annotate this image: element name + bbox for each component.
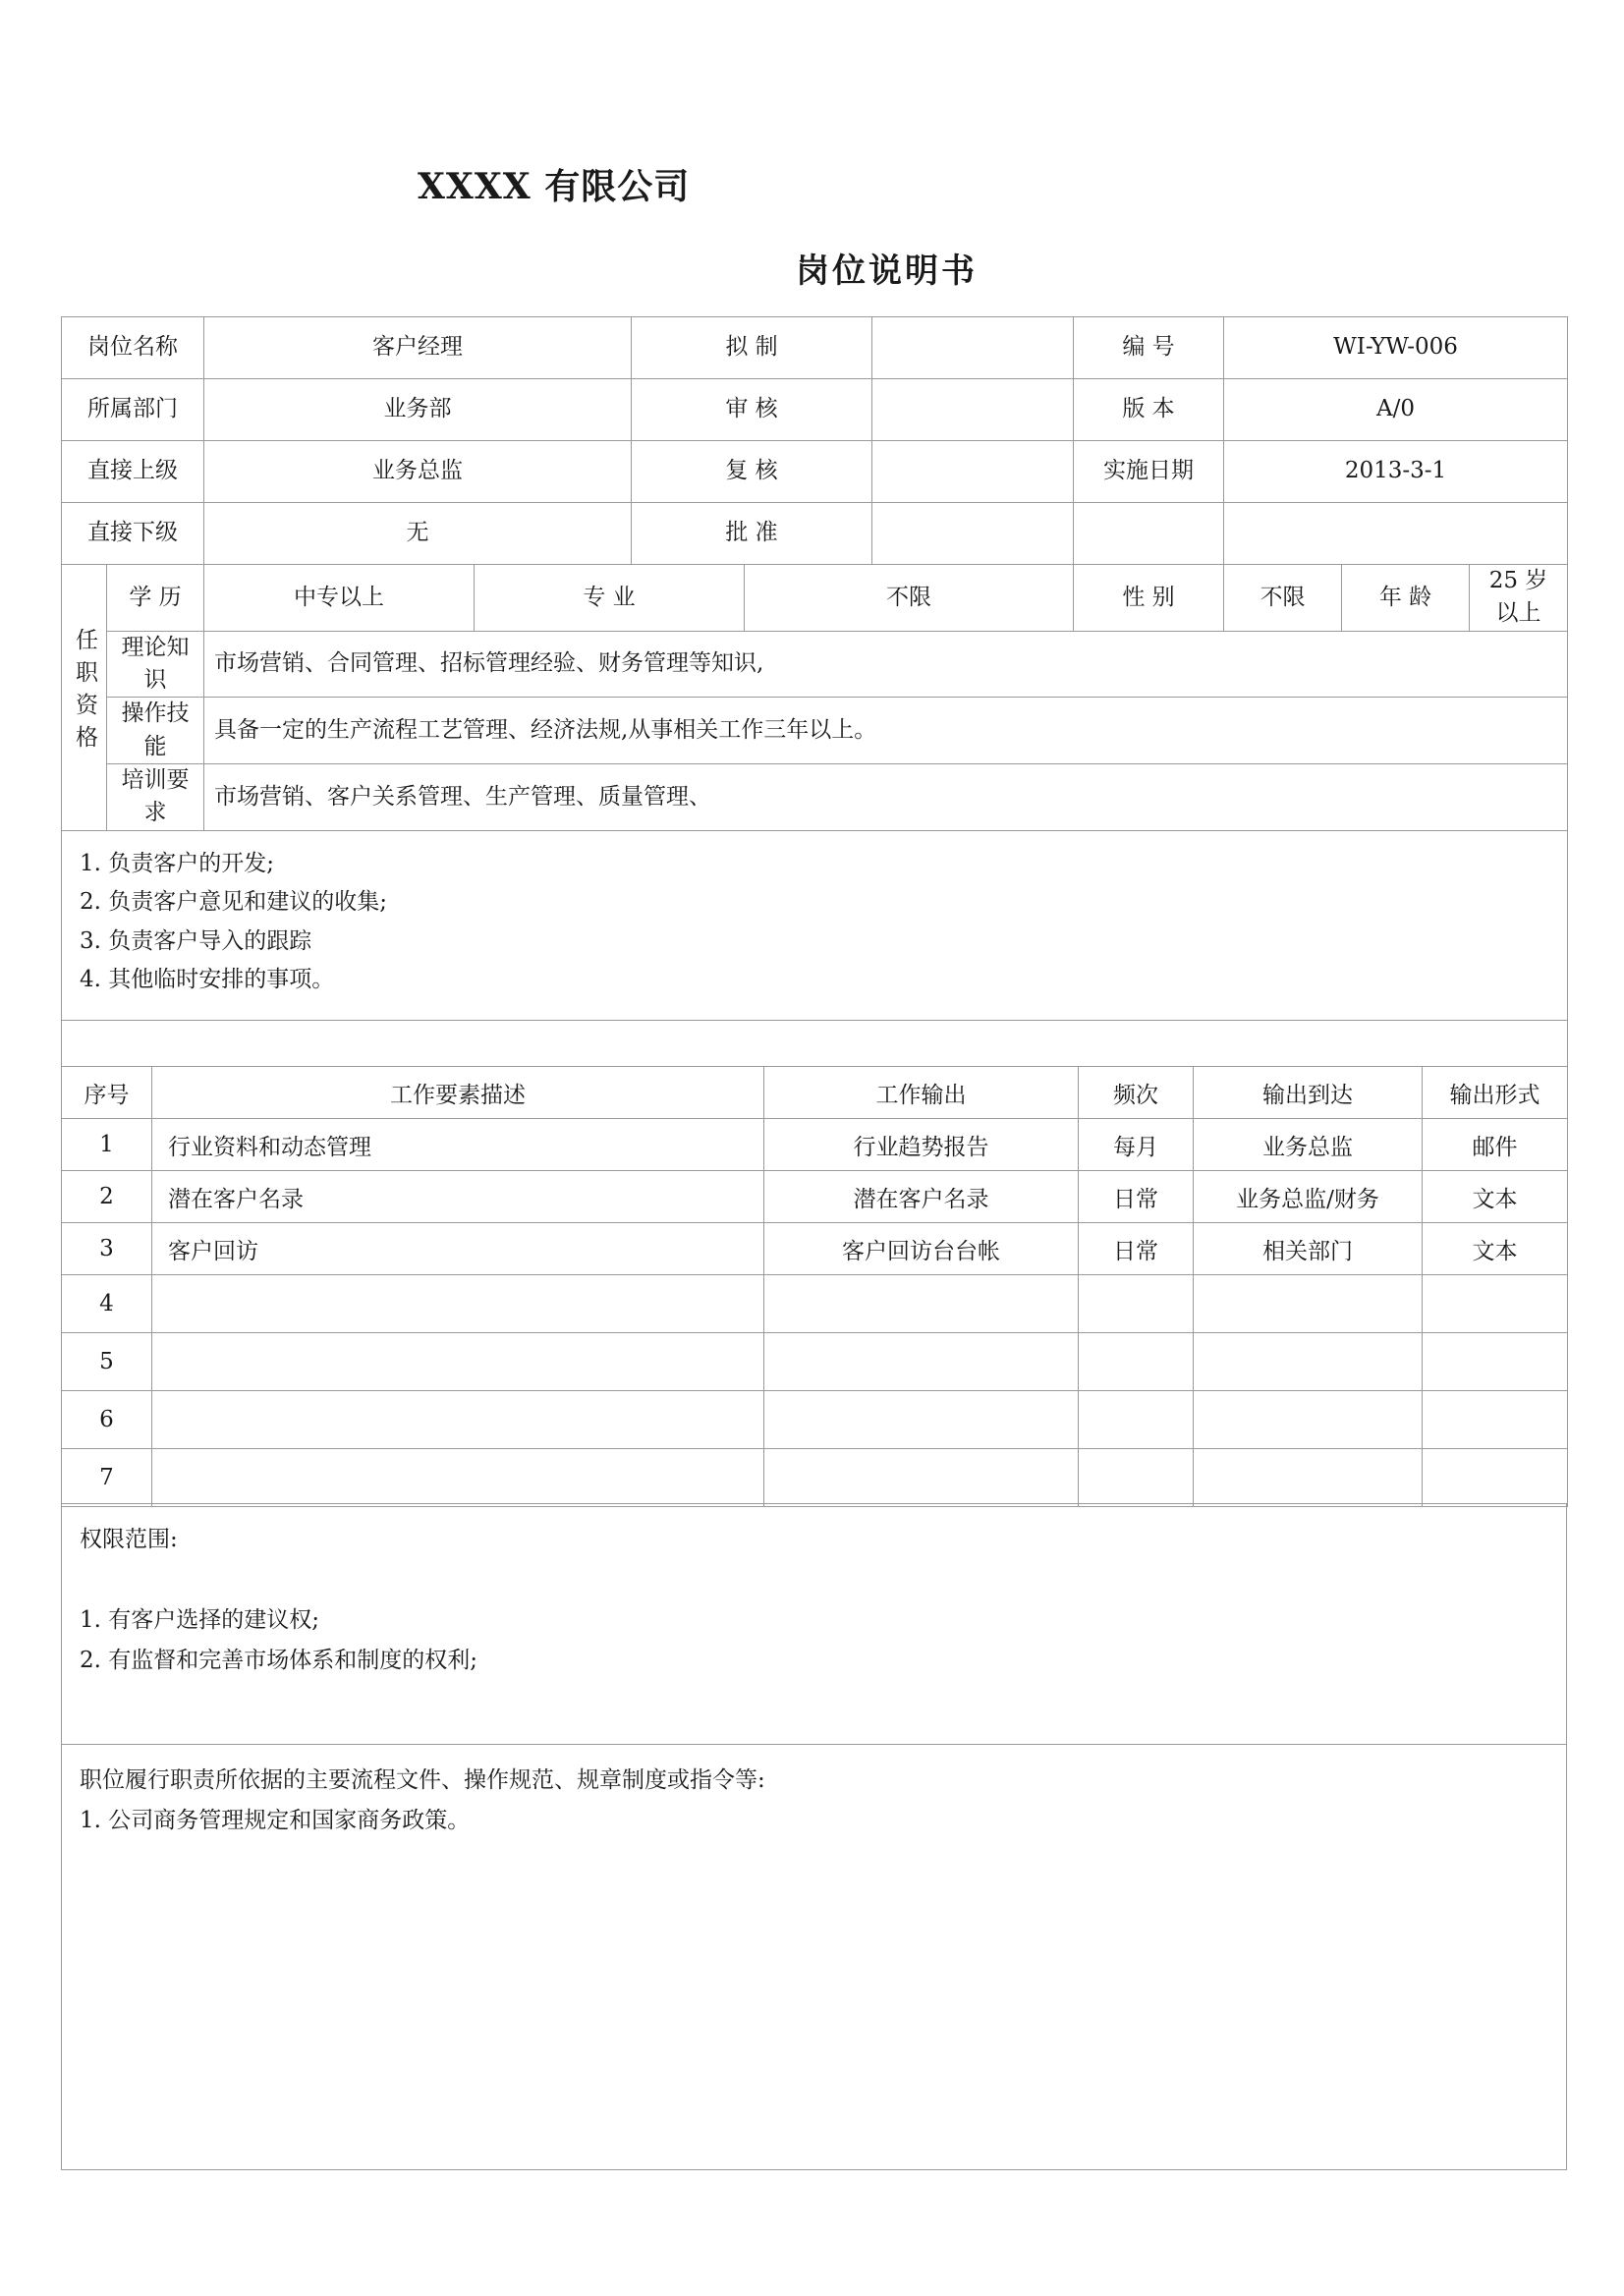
qualification-side-label-text: 任职资格 — [72, 627, 97, 757]
column-header-form: 输出形式 — [1423, 1067, 1568, 1119]
duty-item: 1. 负责客户的开发; — [80, 850, 275, 876]
authority-item: 1. 有客户选择的建议权; — [80, 1606, 320, 1633]
duty-item: 3. 负责客户导入的跟踪 — [80, 927, 312, 954]
cell-description — [152, 1449, 764, 1507]
field-label-doc-number: 编 号 — [1074, 317, 1224, 379]
field-label-major: 专 业 — [475, 565, 745, 632]
procedures-cell — [62, 1745, 1567, 2170]
cell-frequency: 日常 — [1079, 1171, 1194, 1223]
field-value-verified-by — [872, 441, 1074, 503]
table-row — [62, 1119, 1568, 1171]
table-row — [62, 631, 1568, 698]
table-row — [62, 317, 1568, 379]
table-row — [62, 565, 1568, 632]
cell-frequency — [1079, 1391, 1194, 1449]
table-row — [62, 1223, 1568, 1275]
cell-destination — [1194, 1333, 1423, 1391]
field-value-drafted-by — [872, 317, 1074, 379]
cell-no: 7 — [62, 1449, 152, 1507]
cell-no: 5 — [62, 1333, 152, 1391]
cell-output — [764, 1333, 1079, 1391]
field-value-job-name: 客户经理 — [204, 317, 632, 379]
cell-no: 3 — [62, 1223, 152, 1275]
cell-output — [764, 1275, 1079, 1333]
table-row — [62, 1391, 1568, 1449]
cell-form — [1423, 1449, 1568, 1507]
field-value-department: 业务部 — [204, 379, 632, 441]
cell-destination: 业务总监/财务 — [1194, 1171, 1423, 1223]
cell-form — [1423, 1333, 1568, 1391]
work-table-header-row — [62, 1067, 1568, 1119]
table-row — [62, 441, 1568, 503]
cell-frequency — [1079, 1333, 1194, 1391]
cell-no: 6 — [62, 1391, 152, 1449]
duty-item: 4. 其他临时安排的事项。 — [80, 967, 335, 993]
company-title: XXXX 有限公司 — [418, 166, 691, 207]
field-label-reviewed-by: 审 核 — [632, 379, 872, 441]
authority-cell — [62, 1504, 1567, 1745]
field-value-doc-number: WI-YW-006 — [1224, 317, 1568, 379]
field-label-direct-subordinate: 直接下级 — [62, 503, 204, 565]
field-value-operation-skills: 具备一定的生产流程工艺管理、经济法规,从事相关工作三年以上。 — [204, 698, 1568, 764]
cell-form — [1423, 1275, 1568, 1333]
table-row — [62, 1171, 1568, 1223]
cell-description — [152, 1391, 764, 1449]
field-label-operation-skills: 操作技能 — [107, 698, 204, 764]
field-label-age: 年 龄 — [1342, 565, 1470, 632]
work-elements-table — [61, 1066, 1568, 1507]
field-value-education: 中专以上 — [204, 565, 475, 632]
field-value-approved-by — [872, 503, 1074, 565]
cell-destination — [1194, 1275, 1423, 1333]
field-value-training-requirement: 市场营销、客户关系管理、生产管理、质量管理、 — [204, 764, 1568, 831]
table-row — [62, 1449, 1568, 1507]
cell-frequency: 日常 — [1079, 1223, 1194, 1275]
cell-description: 行业资料和动态管理 — [152, 1119, 764, 1171]
duties-cell — [62, 830, 1568, 1020]
field-label-theory-knowledge: 理论知识 — [107, 631, 204, 698]
authority-procedures-table — [61, 1503, 1567, 2170]
cell-output: 行业趋势报告 — [764, 1119, 1079, 1171]
cell-destination: 业务总监 — [1194, 1119, 1423, 1171]
field-value-theory-knowledge: 市场营销、合同管理、招标管理经验、财务管理等知识, — [204, 631, 1568, 698]
cell-destination — [1194, 1449, 1423, 1507]
field-label-direct-superior: 直接上级 — [62, 441, 204, 503]
cell-form: 邮件 — [1423, 1119, 1568, 1171]
duty-item: 2. 负责客户意见和建议的收集; — [80, 889, 388, 916]
procedures-item: 1. 公司商务管理规定和国家商务政策。 — [80, 1807, 471, 1833]
cell-description — [152, 1333, 764, 1391]
column-header-destination: 输出到达 — [1194, 1067, 1423, 1119]
field-value-empty-meta — [1224, 503, 1568, 565]
field-value-direct-superior: 业务总监 — [204, 441, 632, 503]
cell-description — [152, 1275, 764, 1333]
field-value-reviewed-by — [872, 379, 1074, 441]
page-title: 岗位说明书 — [796, 252, 978, 291]
procedures-row — [62, 1745, 1567, 2170]
qualification-side-label — [62, 565, 107, 831]
field-label-effective-date: 实施日期 — [1074, 441, 1224, 503]
table-row — [62, 698, 1568, 764]
column-header-description: 工作要素描述 — [152, 1067, 764, 1119]
authority-heading: 权限范围: — [80, 1527, 178, 1552]
table-row — [62, 379, 1568, 441]
cell-no: 4 — [62, 1275, 152, 1333]
job-header-table — [61, 316, 1568, 1090]
field-label-gender: 性 别 — [1074, 565, 1224, 632]
cell-output: 潜在客户名录 — [764, 1171, 1079, 1223]
authority-row — [62, 1504, 1567, 1745]
field-label-approved-by: 批 准 — [632, 503, 872, 565]
cell-description: 客户回访 — [152, 1223, 764, 1275]
cell-output: 客户回访台台帐 — [764, 1223, 1079, 1275]
blank-spacer — [80, 1560, 1548, 1600]
column-header-no: 序号 — [62, 1067, 152, 1119]
field-value-gender: 不限 — [1224, 565, 1342, 632]
field-value-age: 25 岁以上 — [1470, 565, 1568, 632]
cell-frequency: 每月 — [1079, 1119, 1194, 1171]
table-row — [62, 503, 1568, 565]
cell-output — [764, 1449, 1079, 1507]
column-header-frequency: 频次 — [1079, 1067, 1194, 1119]
authority-item: 2. 有监督和完善市场体系和制度的权利; — [80, 1647, 478, 1673]
cell-frequency — [1079, 1449, 1194, 1507]
procedures-heading: 职位履行职责所依据的主要流程文件、操作规范、规章制度或指令等: — [80, 1767, 765, 1793]
cell-no: 2 — [62, 1171, 152, 1223]
cell-output — [764, 1391, 1079, 1449]
cell-destination: 相关部门 — [1194, 1223, 1423, 1275]
table-row — [62, 1333, 1568, 1391]
field-label-education: 学 历 — [107, 565, 204, 632]
cell-form: 文本 — [1423, 1171, 1568, 1223]
field-label-job-name: 岗位名称 — [62, 317, 204, 379]
field-label-drafted-by: 拟 制 — [632, 317, 872, 379]
field-label-empty-meta — [1074, 503, 1224, 565]
cell-form — [1423, 1391, 1568, 1449]
column-header-output: 工作输出 — [764, 1067, 1079, 1119]
cell-frequency — [1079, 1275, 1194, 1333]
field-label-training-requirement: 培训要求 — [107, 764, 204, 831]
field-label-department: 所属部门 — [62, 379, 204, 441]
field-value-major: 不限 — [745, 565, 1074, 632]
cell-no: 1 — [62, 1119, 152, 1171]
cell-destination — [1194, 1391, 1423, 1449]
field-label-verified-by: 复 核 — [632, 441, 872, 503]
table-row — [62, 764, 1568, 831]
field-value-version: A/0 — [1224, 379, 1568, 441]
field-value-effective-date: 2013-3-1 — [1224, 441, 1568, 503]
field-value-direct-subordinate: 无 — [204, 503, 632, 565]
field-label-version: 版 本 — [1074, 379, 1224, 441]
duties-row — [62, 830, 1568, 1020]
cell-form: 文本 — [1423, 1223, 1568, 1275]
cell-description: 潜在客户名录 — [152, 1171, 764, 1223]
table-row — [62, 1275, 1568, 1333]
